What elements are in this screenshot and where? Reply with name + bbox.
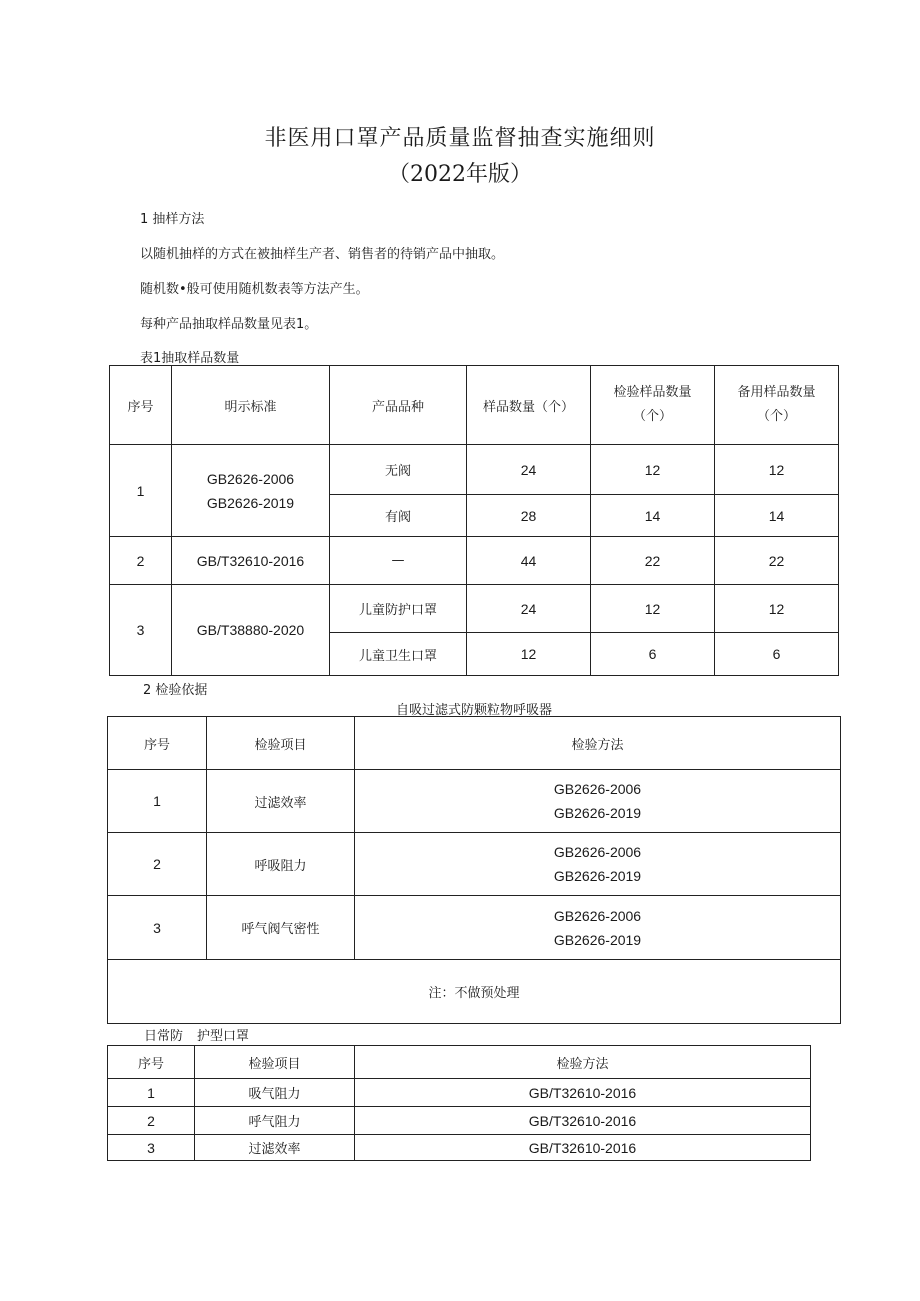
method-code: GB2626-2006 — [553, 781, 642, 797]
test-method — [355, 896, 841, 960]
test-item: 过滤效率 — [207, 770, 355, 833]
variety-cell: 无阀 — [330, 445, 467, 495]
spare-count: 22 — [715, 537, 839, 585]
table-b-caption-part2: 护型口罩 — [197, 1029, 250, 1044]
variety-cell: 儿童防护口罩 — [330, 585, 467, 633]
row-number: 2 — [108, 1107, 195, 1135]
test-count: 22 — [591, 537, 715, 585]
test-method: GB/T32610-2016 — [355, 1135, 811, 1161]
table-note: 注：不做预处理 — [108, 960, 841, 1024]
test-item: 呼气阀气密性 — [207, 896, 355, 960]
table1-caption: 表1抽取样品数量 — [140, 351, 240, 366]
section1-heading: 1 抽样方法 — [140, 212, 205, 227]
spare-count: 6 — [715, 633, 839, 676]
header-cell: 序号 — [110, 366, 172, 445]
table-a-header-row — [108, 717, 841, 770]
row-number: 2 — [108, 833, 207, 896]
header-cell: 产品品种 — [330, 366, 467, 445]
table-row — [108, 896, 841, 960]
test-method: GB/T32610-2016 — [355, 1079, 811, 1107]
sample-count: 12 — [467, 633, 591, 676]
row-number: 1 — [108, 770, 207, 833]
test-count: 12 — [591, 585, 715, 633]
table-row — [108, 1107, 811, 1135]
section1-paragraph-1: 以随机抽样的方式在被抽样生产者、销售者的待销产品中抽取。 — [140, 247, 505, 262]
spare-count: 12 — [715, 445, 839, 495]
daily-mask-test-table — [107, 1045, 811, 1161]
header-cell: 检验项目 — [207, 717, 355, 770]
sample-count: 44 — [467, 537, 591, 585]
test-item: 呼气阻力 — [195, 1107, 355, 1135]
table-row — [110, 585, 839, 633]
header-cell-line: 备用样品数量 — [737, 385, 816, 400]
variety-cell: 儿童卫生口罩 — [330, 633, 467, 676]
row-number: 1 — [110, 445, 172, 537]
test-item: 过滤效率 — [195, 1135, 355, 1161]
document-title: 非医用口罩产品质量监督抽查实施细则 — [264, 126, 656, 151]
header-cell: 检验方法 — [355, 1046, 811, 1079]
header-cell — [591, 366, 715, 445]
row-number: 1 — [108, 1079, 195, 1107]
row-number: 3 — [108, 896, 207, 960]
test-item: 呼吸阻力 — [207, 833, 355, 896]
header-cell — [715, 366, 839, 445]
section2-heading: 2 检验依据 — [143, 683, 208, 698]
sample-count: 28 — [467, 495, 591, 537]
test-method — [355, 770, 841, 833]
standard-cell: GB/T38880-2020 — [172, 585, 330, 676]
table-a-caption: 自吸过滤式防颗粒物呼吸器 — [395, 703, 552, 718]
note-row — [108, 960, 841, 1024]
test-item: 吸气阻力 — [195, 1079, 355, 1107]
header-cell: 检验项目 — [195, 1046, 355, 1079]
table-row — [108, 1079, 811, 1107]
section1-paragraph-3: 每种产品抽取样品数量见表1。 — [140, 317, 318, 332]
sample-quantity-table — [109, 365, 839, 676]
document-subtitle: （2022年版） — [388, 162, 532, 187]
method-code: GB2626-2006 — [553, 844, 642, 860]
sample-count: 24 — [467, 445, 591, 495]
header-cell: 检验方法 — [355, 717, 841, 770]
table1-header-row — [110, 366, 839, 445]
standard-code: GB2626-2019 — [206, 494, 295, 511]
header-cell: 序号 — [108, 1046, 195, 1079]
spare-count: 12 — [715, 585, 839, 633]
header-cell: 样品数量（个） — [467, 366, 591, 445]
spare-count: 14 — [715, 495, 839, 537]
section1-paragraph-2: 随机数•般可使用随机数表等方法产生。 — [140, 282, 369, 297]
test-count: 12 — [591, 445, 715, 495]
standard-code: GB2626-2006 — [206, 470, 295, 487]
row-number: 3 — [110, 585, 172, 676]
table-b-caption-part1: 日常防 — [144, 1029, 184, 1044]
header-cell-line: （个） — [756, 409, 796, 424]
method-code: GB2626-2006 — [553, 907, 642, 924]
header-cell-line: （个） — [632, 409, 672, 424]
test-count: 14 — [591, 495, 715, 537]
header-cell: 序号 — [108, 717, 207, 770]
respirator-test-table — [107, 716, 841, 1024]
method-code: GB2626-2019 — [553, 868, 642, 884]
variety-cell: 有阀 — [330, 495, 467, 537]
variety-cell: — — [330, 537, 467, 585]
table-row — [108, 770, 841, 833]
table-row — [110, 537, 839, 585]
table-b-header-row — [108, 1046, 811, 1079]
method-code: GB2626-2019 — [553, 805, 642, 821]
table-row — [110, 445, 839, 495]
row-number: 3 — [108, 1135, 195, 1161]
standard-cell: GB/T32610-2016 — [172, 537, 330, 585]
method-code: GB2626-2019 — [553, 931, 642, 948]
table-row — [108, 833, 841, 896]
sample-count: 24 — [467, 585, 591, 633]
test-method — [355, 833, 841, 896]
test-method: GB/T32610-2016 — [355, 1107, 811, 1135]
header-cell: 明示标准 — [172, 366, 330, 445]
header-cell-line: 检验样品数量 — [613, 385, 692, 400]
standard-cell — [172, 445, 330, 537]
row-number: 2 — [110, 537, 172, 585]
table-row — [108, 1135, 811, 1161]
test-count: 6 — [591, 633, 715, 676]
